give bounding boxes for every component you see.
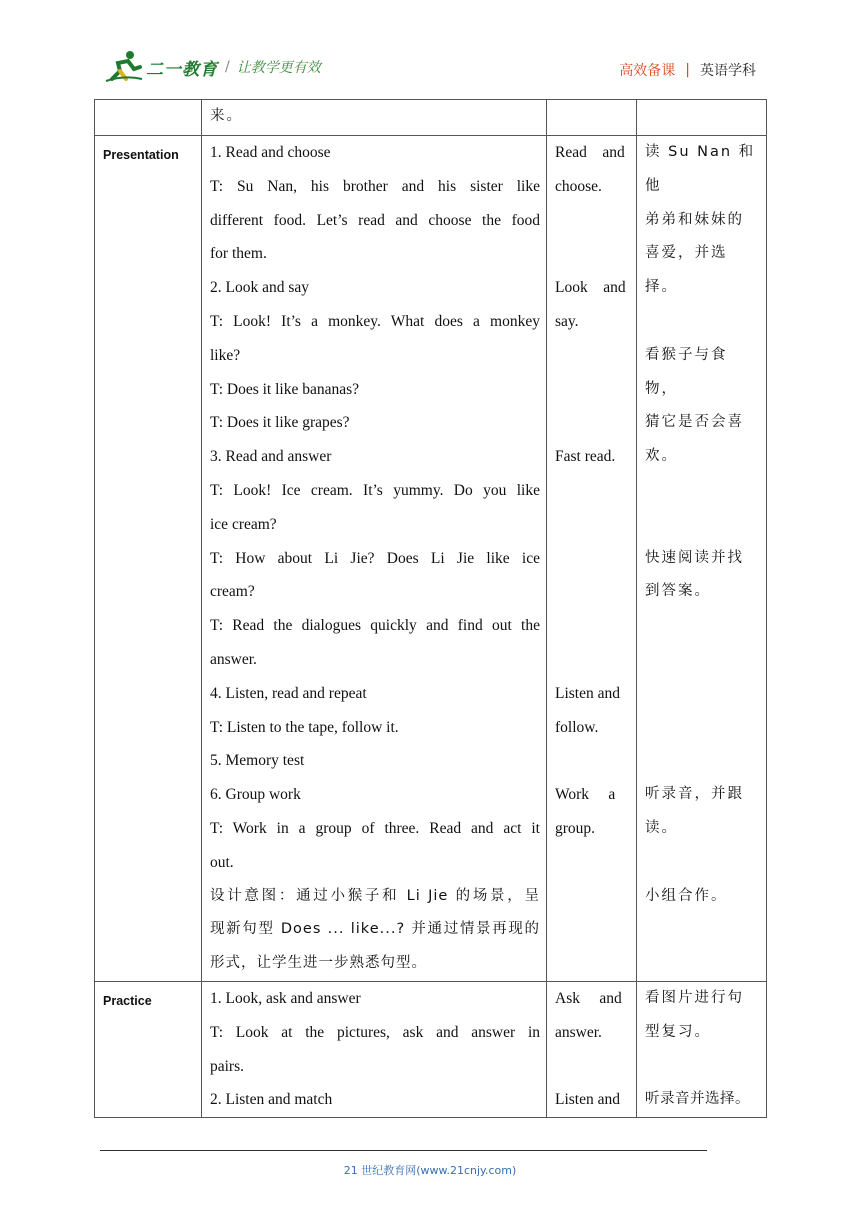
intent-line: 快速阅读并找 (645, 549, 744, 566)
stage-cell (95, 100, 202, 136)
intent-line: 听录音，并跟 (645, 786, 744, 803)
activity-line: 来。 (210, 108, 243, 124)
student-line: Read and (555, 144, 625, 161)
intent-line: 型复习。 (645, 1023, 711, 1040)
activity-cell (202, 100, 547, 136)
activity-line: for them. (210, 245, 267, 263)
activity-line: pairs. (210, 1057, 245, 1075)
activity-line: T: How about Li Jie? Does Li Jie like ice (210, 549, 540, 567)
intent-line: 弟弟和妹妹的 (645, 211, 744, 228)
activity-cell (202, 136, 547, 982)
table-row (95, 136, 767, 982)
activity-line: answer. (210, 650, 257, 668)
student-line: Listen and (555, 1091, 620, 1109)
lesson-plan-table (94, 99, 767, 1118)
activity-line: 2. Look and say (210, 279, 310, 297)
activity-line: 3. Read and answer (210, 448, 332, 466)
student-line: say. (555, 312, 579, 330)
activity-line: T: Su Nan, his brother and his sister like (210, 177, 540, 195)
student-line: group. (555, 819, 596, 837)
intent-line: 小组合作。 (645, 887, 728, 904)
activity-line: out. (210, 853, 234, 871)
student-cell (547, 136, 637, 982)
activity-line: 1. Look, ask and answer (210, 989, 361, 1007)
activity-line: T: Read the dialogues quickly and find out the (210, 617, 540, 635)
page-header (0, 0, 860, 100)
intent-line: 看图片进行句 (645, 989, 744, 1006)
intent-line: 到答案。 (645, 583, 711, 600)
student-line: Work a (555, 786, 616, 804)
student-cell (547, 981, 637, 1117)
stage-label: Practice (95, 981, 202, 1117)
activity-line: 4. Listen, read and repeat (210, 684, 367, 702)
student-line: choose. (555, 177, 602, 195)
student-line: Fast read. (555, 448, 616, 466)
student-line: Look and (555, 279, 626, 297)
intent-line: 听录音并选择。 (645, 1091, 750, 1108)
intent-line: 看猴子与食物， (645, 346, 728, 397)
activity-line: T: Look! Ice cream. It’s yummy. Do you like (210, 481, 540, 499)
activity-line: 2. Listen and match (210, 1091, 333, 1109)
design-intent-line: 设计意图：通过小猴子和 Li Jie 的场景，呈 (210, 887, 540, 904)
running-figure-icon (104, 49, 144, 85)
activity-line: like? (210, 346, 241, 364)
design-intent-line: 形式，让学生进一步熟悉句型。 (210, 955, 427, 972)
student-line: follow. (555, 718, 599, 736)
student-line: Ask and (555, 989, 622, 1007)
activity-cell (202, 981, 547, 1117)
activity-line: 5. Memory test (210, 752, 305, 770)
brand-logo[interactable] (104, 48, 321, 86)
footer-divider (100, 1150, 707, 1151)
header-subject (619, 60, 756, 80)
header-label-subject: 英语学科 (700, 63, 756, 79)
student-line: answer. (555, 1023, 602, 1041)
logo-slogan: 让教学更有效 (236, 60, 321, 76)
activity-line: 1. Read and choose (210, 144, 331, 161)
design-intent-line: 现新句型 Does ... like...? 并通过情景再现的 (210, 921, 540, 938)
activity-line: T: Listen to the tape, follow it. (210, 718, 399, 736)
activity-line: T: Does it like grapes? (210, 414, 350, 432)
logo-separator: / (225, 59, 230, 75)
intent-line: 读 Su Nan 和他 (645, 144, 756, 194)
header-divider: | (685, 62, 690, 78)
intent-cell (637, 981, 767, 1117)
activity-line: T: Work in a group of three. Read and act it (210, 819, 540, 837)
student-line: Listen and (555, 684, 620, 702)
activity-line: different food. Let’s read and choose the food (210, 211, 540, 229)
intent-cell (637, 100, 767, 136)
activity-line: 6. Group work (210, 786, 301, 804)
intent-line: 读。 (645, 819, 678, 836)
intent-line: 欢。 (645, 448, 678, 465)
stage-label: Presentation (95, 136, 202, 982)
intent-cell (637, 136, 767, 982)
activity-line: T: Look at the pictures, ask and answer in (210, 1023, 540, 1041)
footer-link[interactable]: 21 世纪教育网(www.21cnjy.com) (343, 1164, 517, 1177)
table-row (95, 100, 767, 136)
student-cell (547, 100, 637, 136)
header-label-prep: 高效备课 (619, 63, 676, 79)
logo-text: 二一教育 (146, 59, 218, 80)
activity-line: ice cream? (210, 515, 277, 533)
activity-line: cream? (210, 583, 255, 601)
table-row (95, 981, 767, 1117)
intent-line: 喜爱，并选择。 (645, 245, 728, 296)
intent-line: 猜它是否会喜 (645, 414, 744, 431)
activity-line: T: Look! It’s a monkey. What does a monkey (210, 312, 540, 330)
activity-line: T: Does it like bananas? (210, 380, 360, 398)
